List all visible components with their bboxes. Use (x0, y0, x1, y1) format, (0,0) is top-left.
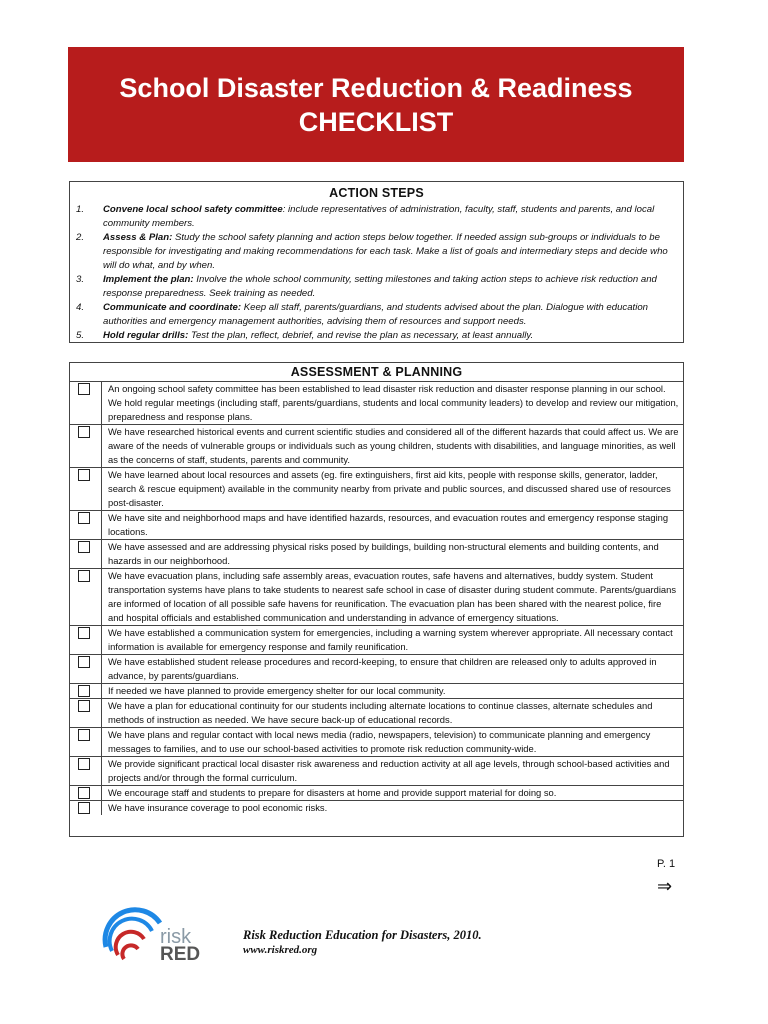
action-step-text (103, 329, 677, 343)
checklist-row (70, 757, 683, 786)
checklist-item-text: We have a plan for educational continuity for our students including alternate locations to continue classes, alternate schedules and methods of instruction as needed. We have secure back-up of educational records. (102, 699, 684, 728)
action-step (76, 231, 677, 273)
action-step-lead: Assess & Plan: (103, 232, 173, 243)
title-banner (68, 47, 684, 162)
action-step-number: 1. (76, 204, 85, 215)
checklist-row (70, 468, 683, 511)
action-step-body: Study the school safety planning and action steps below together. If needed assign sub-groups or individuals to be responsible for investigating and making recommendations for each task. Make a list of goals and intermediary steps and decide who will do what, and by when. (103, 232, 668, 271)
assessment-table (70, 381, 683, 815)
checklist-row (70, 699, 683, 728)
checklist-item-text: We have researched historical events and current scientific studies and considered all of the different hazards that could affect us. We are aware of the needs of vulnerable groups or individuals such as young children, students with disabilities, and language minorities, as well as the concerns of staff, students, parents and community. (102, 425, 684, 468)
footer-credit: Risk Reduction Education for Disasters, 2010. (243, 928, 482, 942)
checklist-checkbox[interactable] (78, 541, 90, 553)
checklist-row (70, 425, 683, 468)
action-step-lead: Implement the plan: (103, 274, 194, 285)
checklist-item-text: We provide significant practical local disaster risk awareness and reduction activity at all age levels, through school-based activities and projects and/or through the formal curriculum. (102, 757, 684, 786)
action-step-text (103, 203, 677, 231)
checklist-row (70, 684, 683, 699)
checklist-item-text: If needed we have planned to provide emergency shelter for our local community. (102, 684, 684, 699)
action-step-number: 3. (76, 274, 85, 285)
checklist-row (70, 540, 683, 569)
action-step (76, 301, 677, 329)
logo-word-red: RED (160, 944, 201, 965)
checklist-item-text: We have learned about local resources and assets (eg. fire extinguishers, first aid kits, people with response skills, generator, ladder, search & rescue equipment) available in the community nearby from private and public sources, and discussed shared use of resources post-disaster. (102, 468, 684, 511)
checklist-checkbox[interactable] (78, 426, 90, 438)
checklist-row (70, 786, 683, 801)
action-step-lead: Hold regular drills: (103, 330, 189, 341)
checklist-item-text: We encourage staff and students to prepare for disasters at home and provide support material for doing so. (102, 786, 684, 801)
checklist-checkbox[interactable] (78, 685, 90, 697)
checklist-item-text: We have site and neighborhood maps and have identified hazards, resources, and evacuation routes and emergency response staging locations. (102, 511, 684, 540)
page-title: School Disaster Reduction & Readiness (119, 72, 633, 103)
checklist-checkbox[interactable] (78, 802, 90, 814)
page-subtitle: CHECKLIST (298, 106, 454, 137)
page-number: P. 1 (657, 858, 676, 870)
action-step (76, 203, 677, 231)
action-steps-title: ACTION STEPS (329, 186, 424, 200)
action-step-number: 4. (76, 302, 85, 313)
checklist-checkbox[interactable] (78, 656, 90, 668)
checklist-item-text: We have established a communication system for emergencies, including a warning system wherever appropriate. All necessary contact information is available for emergency response and family reunification. (102, 626, 684, 655)
checklist-checkbox[interactable] (78, 383, 90, 395)
checklist-row (70, 569, 683, 626)
logo-word-risk: risk (160, 926, 192, 948)
action-step-body: Involve the whole school community, setting milestones and taking action steps to achieve risk reduction and response preparedness. Seek training as needed. (103, 274, 657, 299)
action-step-text (103, 273, 677, 301)
checklist-checkbox[interactable] (78, 469, 90, 481)
action-step-text (103, 301, 677, 329)
checklist-row (70, 511, 683, 540)
action-step-text (103, 231, 677, 273)
action-step-body: : include representatives of administration, faculty, staff, students and parents, and local community members. (103, 204, 655, 229)
checklist-row (70, 728, 683, 757)
action-step-body: Keep all staff, parents/guardians, and students advised about the plan. Dialogue with education authorities and emergency management authorities, advising them of resources and support needs. (103, 302, 649, 327)
action-step-body: Test the plan, reflect, debrief, and revise the plan as necessary, at least annually. (188, 330, 534, 341)
assessment-box (69, 362, 684, 837)
checklist-checkbox[interactable] (78, 512, 90, 524)
next-page-arrow-icon[interactable]: ⇒ (657, 876, 673, 896)
checklist-checkbox[interactable] (78, 627, 90, 639)
checklist-checkbox[interactable] (78, 729, 90, 741)
footer-url[interactable]: www.riskred.org (243, 944, 318, 956)
checklist-checkbox[interactable] (78, 758, 90, 770)
checklist-item-text: We have established student release procedures and record-keeping, to ensure that children are released only to adults approved in advance, by parents/guardians. (102, 655, 684, 684)
checklist-row (70, 801, 683, 816)
action-step (76, 329, 677, 343)
checklist-checkbox[interactable] (78, 700, 90, 712)
action-step-number: 2. (76, 232, 85, 243)
checklist-item-text: An ongoing school safety committee has been established to lead disaster risk reduction and disaster response planning in our school. We hold regular meetings (including staff, parents/guardians, students and local community leaders) to develop and review our mitigation, preparedness and response plans. (102, 382, 684, 425)
checklist-row (70, 655, 683, 684)
action-steps-list (76, 203, 677, 343)
assessment-title: ASSESSMENT & PLANNING (290, 365, 463, 379)
action-step (76, 273, 677, 301)
checklist-item-text: We have evacuation plans, including safe assembly areas, evacuation routes, safe havens and alternatives, buddy system. Student transportation systems have plans to take students to nearest safe school in case of disaster during student commute. Parents/guardians are informed of location of all possible safe havens for reunification. The evacuation plan has been shared with the nearest police, fire and hospital officials and established communication and understanding in advance of emergency situations. (102, 569, 684, 626)
action-step-number: 5. (76, 330, 85, 341)
checklist-row (70, 382, 683, 425)
checklist-item-text: We have assessed and are addressing physical risks posed by buildings, building non-structural elements and building contents, and hazards in our neighborhood. (102, 540, 684, 569)
checklist-checkbox[interactable] (78, 570, 90, 582)
checklist-item-text: We have insurance coverage to pool economic risks. (102, 801, 684, 816)
action-step-lead: Communicate and coordinate: (103, 302, 242, 313)
checklist-checkbox[interactable] (78, 787, 90, 799)
checklist-row (70, 626, 683, 655)
action-steps-box (69, 181, 684, 343)
checklist-item-text: We have plans and regular contact with local news media (radio, newspapers, television) to communicate planning and emergency messages to families, and to use our school-based activities to promote risk reduction community-wide. (102, 728, 684, 757)
action-step-lead: Convene local school safety committee (103, 204, 283, 215)
